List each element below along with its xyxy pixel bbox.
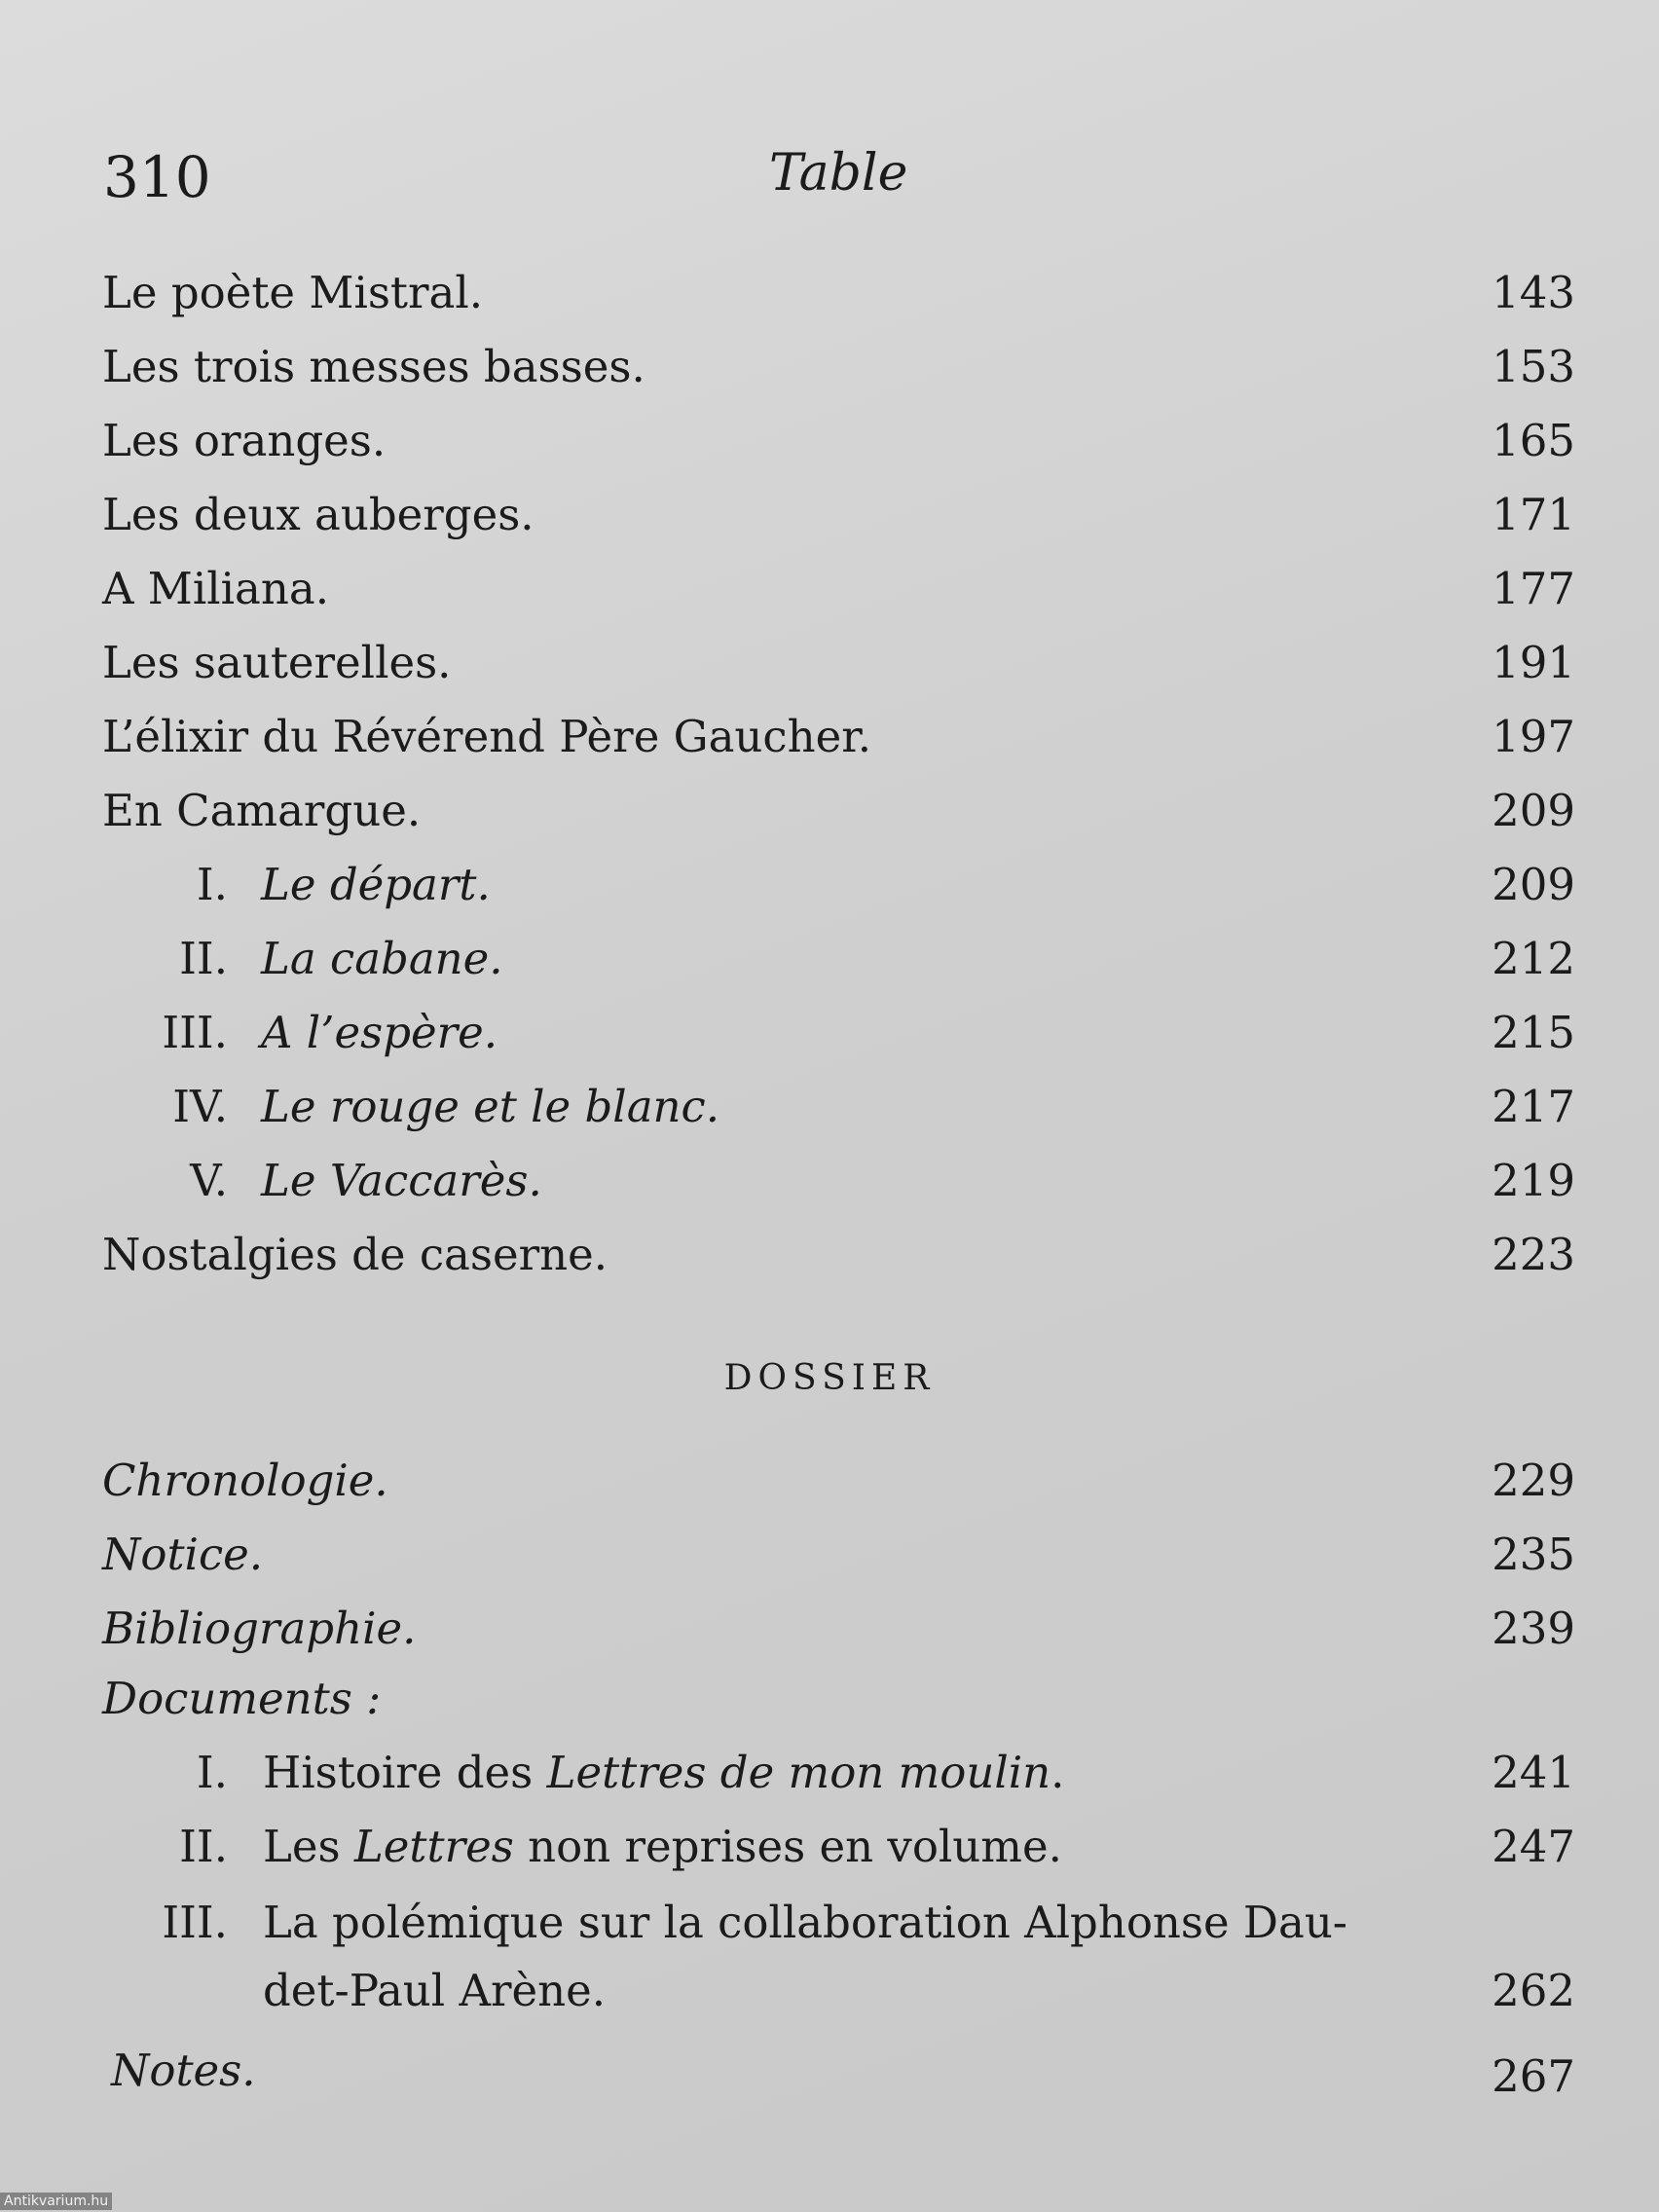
entry-title: Les trois messes basses. bbox=[102, 341, 645, 392]
entry-page: 153 bbox=[1492, 341, 1575, 392]
entry-page: 267 bbox=[1492, 2050, 1575, 2102]
subentry-title: Histoire des Lettres de mon moulin. bbox=[263, 1747, 1065, 1798]
toc-entry bbox=[0, 1665, 1659, 1733]
entry-title: Les deux auberges. bbox=[102, 489, 535, 540]
toc-subentry bbox=[0, 999, 1659, 1067]
subentry-numeral: IV. bbox=[172, 1081, 228, 1132]
toc-entry bbox=[0, 777, 1659, 845]
entry-title: Le poète Mistral. bbox=[102, 267, 484, 318]
toc-entry bbox=[0, 1221, 1659, 1289]
entry-title: Bibliographie. bbox=[102, 1603, 417, 1654]
entry-title: L’élixir du Révérend Père Gaucher. bbox=[102, 711, 872, 762]
section-heading-dossier: DOSSIER bbox=[723, 1358, 936, 1398]
toc-entry bbox=[0, 1595, 1659, 1663]
toc-entry bbox=[0, 1447, 1659, 1515]
toc-subentry bbox=[0, 925, 1659, 993]
watermark: Antikvarium.hu bbox=[0, 2193, 112, 2210]
entry-page: 171 bbox=[1492, 489, 1575, 540]
entry-title: Chronologie. bbox=[102, 1455, 388, 1506]
entry-title: Nostalgies de caserne. bbox=[102, 1229, 608, 1280]
toc-entry bbox=[0, 1521, 1659, 1589]
entry-page: 143 bbox=[1492, 267, 1575, 318]
subentry-title: Les Lettres non reprises en volume. bbox=[263, 1821, 1062, 1872]
subentry-title-line1: La polémique sur la collaboration Alphonse Dau- bbox=[263, 1897, 1348, 1948]
subentry-page: 217 bbox=[1492, 1081, 1575, 1132]
entry-title: Les oranges. bbox=[102, 415, 387, 466]
subentry-numeral: II. bbox=[179, 1821, 228, 1872]
toc-subentry bbox=[0, 1147, 1659, 1215]
subentry-numeral: II. bbox=[179, 933, 228, 984]
entry-page: 239 bbox=[1492, 1603, 1575, 1654]
subentry-numeral: III. bbox=[162, 1897, 228, 1948]
subentry-page: 209 bbox=[1492, 859, 1575, 910]
toc-entry bbox=[0, 703, 1659, 771]
entry-page: 209 bbox=[1492, 785, 1575, 836]
subentry-numeral: I. bbox=[196, 859, 228, 910]
toc-subentry bbox=[0, 1813, 1659, 1881]
toc-entry bbox=[0, 407, 1659, 475]
subentry-page: 247 bbox=[1492, 1821, 1575, 1872]
toc-entry bbox=[0, 2037, 1659, 2105]
subentry-page: 212 bbox=[1492, 933, 1575, 984]
subentry-title: Le Vaccarès. bbox=[261, 1155, 542, 1206]
toc-entry bbox=[0, 629, 1659, 697]
toc-entry bbox=[0, 259, 1659, 327]
subentry-title: Le rouge et le blanc. bbox=[261, 1081, 720, 1132]
subentry-title: A l’espère. bbox=[261, 1007, 498, 1058]
toc-subentry bbox=[0, 1889, 1659, 1957]
entry-title: A Miliana. bbox=[102, 563, 329, 614]
documents-label: Documents : bbox=[102, 1673, 382, 1724]
entry-page: 197 bbox=[1492, 711, 1575, 762]
entry-title: Notice. bbox=[102, 1529, 264, 1580]
toc-entry bbox=[0, 333, 1659, 401]
subentry-title-line2: det-Paul Arène. bbox=[263, 1965, 607, 2016]
subentry-page: 262 bbox=[1492, 1965, 1575, 2016]
running-title: Table bbox=[769, 144, 908, 203]
subentry-page: 219 bbox=[1492, 1155, 1575, 1206]
toc-entry bbox=[0, 481, 1659, 549]
page-number: 310 bbox=[103, 144, 211, 210]
entry-page: 177 bbox=[1492, 563, 1575, 614]
subentry-numeral: I. bbox=[196, 1747, 228, 1798]
entry-page: 191 bbox=[1492, 637, 1575, 688]
entry-title: En Camargue. bbox=[102, 785, 422, 836]
entry-page: 165 bbox=[1492, 415, 1575, 466]
toc-subentry bbox=[0, 1073, 1659, 1141]
subentry-title: Le départ. bbox=[261, 859, 491, 910]
subentry-numeral: III. bbox=[162, 1007, 228, 1058]
subentry-page: 215 bbox=[1492, 1007, 1575, 1058]
toc-subentry bbox=[0, 851, 1659, 919]
subentry-page: 241 bbox=[1492, 1747, 1575, 1798]
toc-subentry bbox=[0, 1957, 1659, 2025]
subentry-title: La cabane. bbox=[261, 933, 503, 984]
entry-title: Notes. bbox=[111, 2045, 256, 2096]
entry-page: 223 bbox=[1492, 1229, 1575, 1280]
subentry-numeral: V. bbox=[190, 1155, 228, 1206]
entry-title: Les sauterelles. bbox=[102, 637, 452, 688]
entry-page: 229 bbox=[1492, 1455, 1575, 1506]
entry-page: 235 bbox=[1492, 1529, 1575, 1580]
toc-entry bbox=[0, 555, 1659, 623]
toc-subentry bbox=[0, 1739, 1659, 1807]
